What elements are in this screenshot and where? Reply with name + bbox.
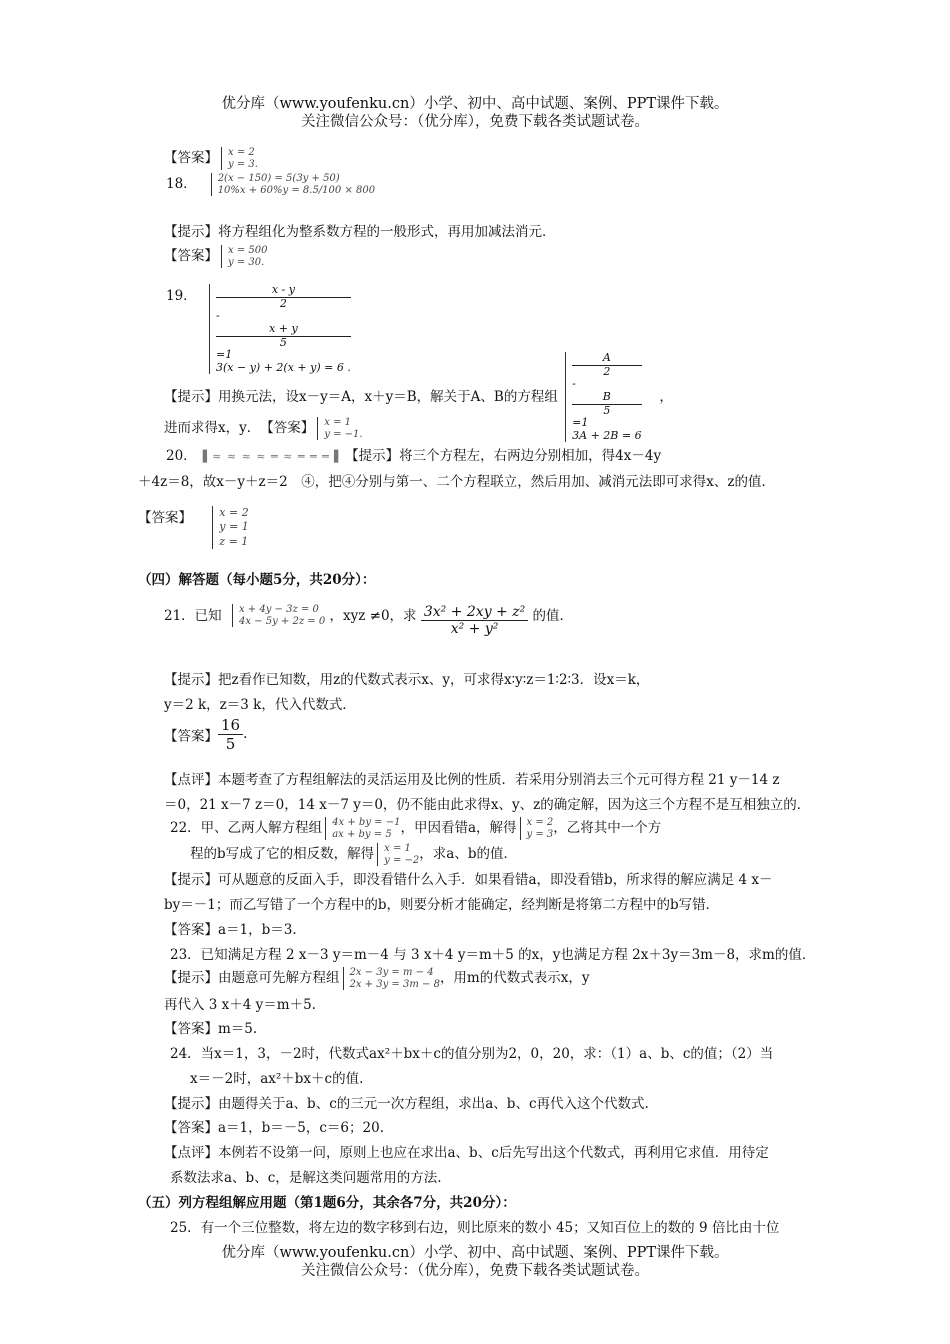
q22-answer: 【答案】a＝1，b＝3. xyxy=(164,922,297,938)
q22-hint-continued: by＝－1；而乙写错了一个方程中的b，则要分析才能确定，经判断是将第二方程中的b写错． xyxy=(164,897,720,913)
q24-question-continued: x＝－2时，ax²＋bx＋c的值. xyxy=(190,1071,364,1087)
q23-hint: 【提示】由题意可先解方程组 2x − 3y = m − 4 2x + 3y = 3m − 8 ，用m的代数式表示x，y xyxy=(164,967,590,990)
q19-hint: 【提示】用换元法，设x－y＝A，x＋y＝B，解关于A、B的方程组 A 2 - B 5 =1 3A + 2B = 6 ， xyxy=(164,351,673,442)
q23-hint-continued: 再代入 3 x＋4 y＝m＋5. xyxy=(164,997,316,1013)
q22-solution-1: x = 2 y = 3 xyxy=(520,817,554,840)
q23-system: 2x − 3y = m − 4 2x + 3y = 3m − 8 xyxy=(343,967,440,990)
header-line-1: 优分库（www.youfenku.cn）小学、初中、高中试题、案例、PPT课件下载。 xyxy=(221,96,729,112)
q21-comment-continued: ＝0，21 x－7 z＝0，14 x－7 y＝0，仍不能由此求得x、y、z的确定解，因为这三个方程不是互相独立的． xyxy=(164,797,811,813)
q18-number: 18． xyxy=(166,176,197,192)
q21-answer-fraction: $\frac{16}{5}$ xyxy=(218,716,243,753)
q19-hint-system: A 2 - B 5 =1 3A + 2B = 6 xyxy=(565,352,641,442)
answer-label: 【答案】 xyxy=(164,150,218,166)
q22-question-line-2: 程的b写成了它的相反数，解得 x = 1 y = −2 ，求a、b的值． xyxy=(190,843,517,866)
q20-answer: 【答案】 x = 2 y = 1 z = 1 xyxy=(138,506,249,548)
q18-answer: 【答案】 x = 500 y = 30. xyxy=(164,245,268,268)
q21-system: x + 4y − 3z = 0 4x − 5y + 2z = 0 xyxy=(232,604,325,627)
q17-answer xyxy=(164,146,258,170)
section-4-title: （四）解答题（每小题5分，共20分）： xyxy=(138,572,376,588)
q21-comment: 【点评】本题考查了方程组解法的灵活运用及比例的性质．若采用分别消去三个元可得方程 21 y－14 z xyxy=(164,772,780,788)
footer-line-1: 优分库（www.youfenku.cn）小学、初中、高中试题、案例、PPT课件下载。 xyxy=(221,1245,729,1261)
q21-answer: 【答案】 $\frac{16}{5}$ . xyxy=(164,716,248,753)
q25-question: 25．有一个三位整数，将左边的数字移到右边，则比原来的数小 45；又知百位上的数的 9 倍比由十位 xyxy=(170,1220,780,1236)
q22-hint: 【提示】可从题意的反面入手，即没看错什么入手．如果看错a，即没看错b，所求得的解应满足 4 x－ xyxy=(164,872,773,888)
q24-question: 24．当x＝1，3，－2时，代数式ax²＋bx＋c的值分别为2，0，20，求：（1）a、b、c的值；（2）当 xyxy=(170,1046,774,1062)
q23-answer: 【答案】m＝5. xyxy=(164,1021,258,1037)
q20-answer-system: x = 2 y = 1 z = 1 xyxy=(212,506,248,549)
q24-comment: 【点评】本例若不设第一问，原则上也应在求出a、b、c后先写出这个代数式，再利用它求值．用待定 xyxy=(164,1145,769,1161)
q24-hint: 【提示】由题得关于a、b、c的三元一次方程组，求出a、b、c再代入这个代数式. xyxy=(164,1096,649,1112)
q24-answer: 【答案】a＝1，b＝－5，c＝6；20. xyxy=(164,1120,384,1136)
q22-system: 4x + by = −1 ax + by = 5 xyxy=(325,817,400,840)
footer-line-2: 关注微信公众号：（优分库），免费下载各类试题试卷。 xyxy=(301,1263,649,1279)
q22-question-line-1: 22．甲、乙两人解方程组 4x + by = −1 ax + by = 5 ，甲因看错a，解得 x = 2 y = 3 ，乙将其中一个方 xyxy=(170,817,662,840)
q21-hint: 【提示】把z看作已知数，用z的代数式表示x、y，可求得x∶y∶z＝1∶2∶3．设x＝k， xyxy=(164,672,650,688)
q20-hint-continued: ＋4z＝8，故x－y＋z＝2 ④，把④分别与第一、二个方程联立，然后用加、减消元法即可求得x、z的值． xyxy=(138,474,775,490)
q24-comment-continued: 系数法求a、b、c，是解这类问题常用的方法. xyxy=(170,1170,442,1186)
q18-answer-system: x = 500 y = 30. xyxy=(221,245,267,268)
q23-question: 23．已知满足方程 2 x－3 y＝m－4 与 3 x＋4 y＝m＋5 的x，y也满足方程 2x＋3y＝3m－8，求m的值． xyxy=(170,947,816,963)
q19-continuation: 进而求得x，y． 【答案】 x = 1 y = −1. xyxy=(164,417,363,440)
q21-hint-continued: y＝2 k，z＝3 k，代入代数式． xyxy=(164,697,356,713)
q18-question xyxy=(166,172,375,196)
q21-question: 21．已知 x + 4y − 3z = 0 4x − 5y + 2z = 0 ，xyz ≠0，求 $\frac{\text{3x² + 2xy + z²}}{\text{x² + y²}}$ 的值． xyxy=(164,604,574,637)
q22-solution-2: x = 1 y = −2 xyxy=(377,843,419,866)
q18-system: 2(x − 150) = 5(3y + 50) 10%x + 60%y = 8.5/100 × 800 xyxy=(211,173,375,196)
q19-question: 19． x - y 2 - x + y 5 =1 3(x − y) + 2(x + y) = 6 . xyxy=(166,283,351,374)
section-5-title: （五）列方程组解应用题（第1题6分，其余各7分，共20分）： xyxy=(138,1195,516,1211)
q20-question: 20． ▌≈ ≈ ≈ ≈ ═ ≈ ═ ═ ═▐ 【提示】将三个方程左，右两边分别相加，得4x－4y xyxy=(166,448,662,464)
q19-answer-system: x = 1 y = −1. xyxy=(317,417,362,440)
q19-system: x - y 2 - x + y 5 =1 3(x − y) + 2(x + y) = 6 . xyxy=(209,284,351,374)
q18-hint: 【提示】将方程组化为整系数方程的一般形式，再用加减法消元． xyxy=(164,224,556,240)
header-line-2: 关注微信公众号：（优分库），免费下载各类试题试卷。 xyxy=(301,114,649,130)
q21-expression: $\frac{\text{3x² + 2xy + z²}}{\text{x² + y²}}$ xyxy=(421,604,528,637)
q17-answer-system: x = 2 y = 3. xyxy=(221,147,258,170)
